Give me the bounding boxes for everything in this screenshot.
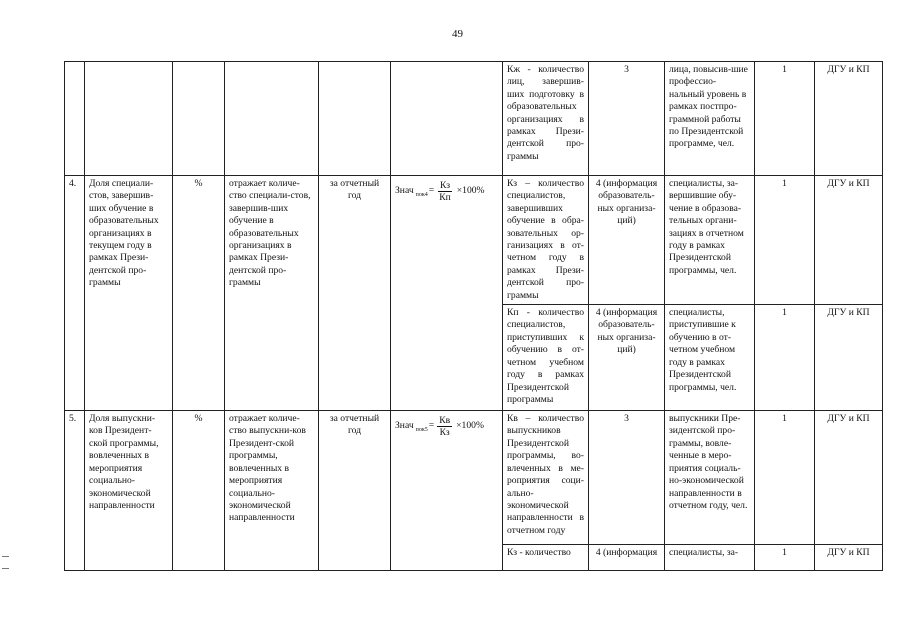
component-description-cell: специалисты, приступившие к обучению в от-четном учебном году в рамках Президентской программы, чел. (665, 305, 755, 411)
component-description-cell: лица, повысив-шие профессио-нальный уровень в рамках постпро-граммной работы по Президентской программе, чел. (665, 62, 755, 176)
component-cell: Кз - количество (503, 545, 589, 571)
formula-denominator: Кп (439, 192, 451, 203)
formula-cell (391, 62, 503, 176)
description-cell (225, 62, 319, 176)
responsible-cell: ДГУ и КП (815, 305, 883, 411)
responsible-cell: ДГУ и КП (815, 176, 883, 305)
formula-equals: = (428, 185, 435, 197)
frequency-cell: 1 (755, 62, 815, 176)
source-cell: 3 (589, 62, 665, 176)
period-cell (319, 62, 391, 176)
formula-multiplier: ×100% (456, 420, 484, 432)
period-cell: за отчетный год (319, 176, 391, 411)
formula-fraction (437, 180, 453, 203)
indicator-name-cell: Доля специали-стов, завершив-ших обучение в образовательных организациях в текущем году в рамках Прези-дентской про-граммы (85, 176, 173, 411)
source-cell: 4 (информация образователь-ных организа-ций) (589, 305, 665, 411)
source-cell: 3 (589, 411, 665, 545)
description-cell: отражает количе-ство специали-стов, завершив-ших обучение в образовательных организациях в рамках Прези-дентской про-граммы (225, 176, 319, 411)
margin-mark (2, 568, 9, 569)
unit-cell: % (173, 176, 225, 411)
table-row (65, 62, 883, 176)
frequency-cell: 1 (755, 176, 815, 305)
formula (395, 180, 498, 203)
formula-cell (391, 411, 503, 571)
unit-cell: % (173, 411, 225, 571)
formula-denominator: Кз (439, 427, 450, 439)
component-description-cell: специалисты, за-вершившие обу-чение в образова-тельных органи-зациях в отчетном году в рамках Президентской программы, чел. (665, 176, 755, 305)
formula-numerator: Кз (439, 180, 450, 191)
page-number: 49 (452, 28, 463, 40)
indicators-table (64, 61, 883, 571)
component-cell: Кж - количество лиц, завершив-ших подготовку в образовательных организациях в рамках Прези-дентской про-граммы (503, 62, 589, 176)
source-cell: 4 (информация (589, 545, 665, 571)
formula-fraction (437, 415, 452, 438)
indicator-name-cell: Доля выпускни-ков Президент-ской программы, вовлеченных в мероприятия социально-экономической направленности (85, 411, 173, 571)
formula-multiplier: ×100% (456, 185, 485, 197)
formula-subscript: пок4 (415, 192, 428, 199)
margin-mark (2, 556, 9, 557)
component-cell: Кп - количество специалистов, приступивших к обучению в от-четном учебном году в рамках Президентской программы (503, 305, 589, 411)
responsible-cell: ДГУ и КП (815, 62, 883, 176)
row-number-cell: 4. (65, 176, 85, 411)
formula-label: Знач (395, 185, 414, 197)
component-description-cell: специалисты, за- (665, 545, 755, 571)
table-row (65, 176, 883, 305)
formula-numerator: Кв (439, 415, 451, 427)
row-number-cell (65, 62, 85, 176)
frequency-cell: 1 (755, 545, 815, 571)
description-cell: отражает количе-ство выпускни-ков Президент-ской программы, вовлеченных в мероприятия социально-экономической направленности (225, 411, 319, 571)
responsible-cell: ДГУ и КП (815, 411, 883, 545)
frequency-cell: 1 (755, 411, 815, 545)
table-row (65, 411, 883, 545)
responsible-cell: ДГУ и КП (815, 545, 883, 571)
component-description-cell: выпускники Пре-зидентской про-граммы, вовле-ченные в меро-приятия социаль-но-экономической направленности в отчетном году, чел. (665, 411, 755, 545)
component-cell: Кз – количество специалистов, завершивших обучение в обра-зовательных ор-ганизациях в от-четном году в рамках Прези-дентской про-граммы (503, 176, 589, 305)
period-cell: за отчетный год (319, 411, 391, 571)
unit-cell (173, 62, 225, 176)
formula-equals: = (428, 420, 435, 432)
formula (395, 415, 498, 438)
source-cell: 4 (информация образователь-ных организа-ций) (589, 176, 665, 305)
formula-cell (391, 176, 503, 411)
row-number-cell: 5. (65, 411, 85, 571)
component-cell: Кв – количество выпускников Президентской программы, во-влеченных в ме-роприятия соци-ально-экономической направленности в отчетном году (503, 411, 589, 545)
indicator-name-cell (85, 62, 173, 176)
formula-subscript: пок5 (415, 427, 428, 434)
formula-label: Знач (395, 420, 414, 432)
frequency-cell: 1 (755, 305, 815, 411)
